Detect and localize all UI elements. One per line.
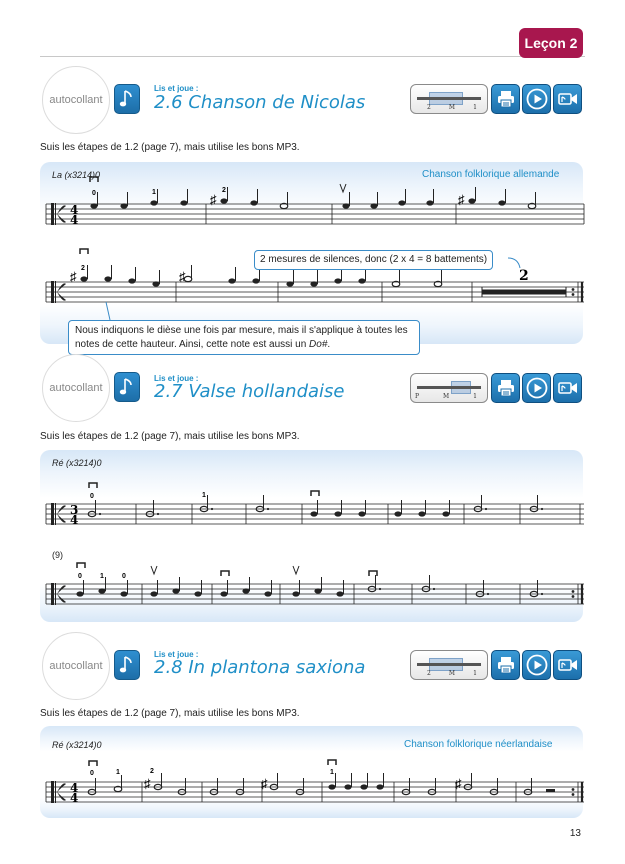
quarter-note: [370, 203, 377, 208]
callout-sharp-note: [68, 320, 420, 355]
fingering: 1: [116, 769, 120, 776]
video-icon: [557, 655, 579, 675]
fingering: 0: [90, 493, 94, 500]
tempo-slider-track: [417, 663, 481, 666]
sharp-sign: ♯: [144, 776, 151, 791]
down-bow-mark: [77, 563, 85, 568]
callout-pointer: [508, 258, 520, 268]
play-button[interactable]: [522, 84, 551, 114]
tempo-slider[interactable]: [410, 84, 488, 114]
play-icon: [526, 654, 548, 676]
video-icon: [557, 378, 579, 398]
print-icon: [496, 655, 516, 675]
print-icon: [496, 378, 516, 398]
time-sig-bottom: 4: [70, 791, 79, 805]
tuning-label: La (x3214)0: [52, 170, 101, 180]
note-icon: [114, 84, 140, 114]
callout-rests: 2 mesures de silences, donc (2 x 4 = 8 battements): [254, 250, 493, 270]
down-bow-mark: [89, 483, 97, 488]
down-bow-mark: [221, 571, 229, 576]
music-staff: [46, 182, 586, 232]
slider-label: 2: [427, 104, 431, 111]
music-staff: [46, 562, 586, 612]
instruction-text: Suis les étapes de 1.2 (page 7), mais utilise les bons MP3.: [40, 431, 300, 442]
quarter-note: [120, 203, 127, 208]
play-icon: [526, 88, 548, 110]
up-bow-mark: [293, 566, 299, 574]
sharp-sign: ♯: [455, 776, 462, 791]
down-bow-mark: [89, 761, 97, 766]
up-bow-mark: [151, 566, 157, 574]
fingering: 0: [78, 573, 82, 580]
video-button[interactable]: [553, 373, 582, 403]
play-button[interactable]: [522, 650, 551, 680]
piece-title: 2.6 Chanson de Nicolas: [154, 92, 366, 113]
fingering: 1: [100, 573, 104, 580]
quarter-note: [90, 203, 97, 208]
print-button[interactable]: [491, 373, 520, 403]
slider-label: M: [448, 670, 456, 677]
fingering: 1: [330, 769, 334, 776]
quarter-note: [180, 200, 187, 205]
fingering: 1: [202, 492, 206, 499]
print-button[interactable]: [491, 84, 520, 114]
origin-label: Chanson folklorique néerlandaise: [404, 739, 553, 750]
origin-label: Chanson folklorique allemande: [422, 169, 560, 180]
slider-label: 1: [473, 104, 477, 111]
sharp-sign: ♯: [179, 269, 186, 284]
sticker-placeholder: autocollant: [42, 632, 110, 700]
play-prompt: Lis et joue :: [154, 84, 199, 93]
print-button[interactable]: [491, 650, 520, 680]
slider-label: 2: [427, 670, 431, 677]
tempo-slider-track: [417, 386, 481, 389]
quarter-note: [250, 200, 257, 205]
fingering: 0: [122, 573, 126, 580]
note-icon: [114, 372, 140, 402]
fingering: 2: [222, 187, 226, 194]
up-bow-mark: [340, 184, 346, 192]
instruction-text: Suis les étapes de 1.2 (page 7), mais utilise les bons MP3.: [40, 708, 300, 719]
time-sig-top: 3: [70, 503, 79, 517]
time-sig-bottom: 4: [70, 513, 79, 527]
sharp-sign: ♯: [70, 269, 77, 284]
play-button[interactable]: [522, 373, 551, 403]
down-bow-mark: [328, 760, 336, 765]
fingering: 2: [150, 768, 154, 775]
slider-label: 1: [473, 670, 477, 677]
measure-number: (9): [52, 550, 63, 560]
time-sig-bottom: 4: [70, 213, 79, 227]
instruction-text: Suis les étapes de 1.2 (page 7), mais utilise les bons MP3.: [40, 142, 300, 153]
quarter-note: [220, 198, 227, 203]
tempo-slider[interactable]: [410, 650, 488, 680]
quarter-note: [342, 203, 349, 208]
slider-label: P: [415, 393, 420, 400]
time-sig-top: 4: [70, 781, 79, 795]
quarter-note: [426, 200, 433, 205]
header-rule: [40, 56, 585, 57]
slider-label: 1: [473, 393, 477, 400]
sharp-sign: ♯: [261, 776, 268, 791]
callout-note-name: Do#: [309, 338, 328, 350]
play-prompt: Lis et joue :: [154, 650, 199, 659]
time-sig-top: 4: [70, 203, 79, 217]
page-number: 13: [569, 828, 581, 839]
multi-rest-count: 2: [519, 268, 529, 284]
fingering: 2: [81, 265, 85, 272]
quarter-note: [398, 200, 405, 205]
sticker-placeholder: autocollant: [42, 354, 110, 422]
slider-label: M: [443, 393, 450, 400]
note-icon: [114, 650, 140, 680]
down-bow-mark: [311, 491, 319, 496]
sticker-placeholder: autocollant: [42, 66, 110, 134]
callout-text: .: [327, 338, 331, 350]
half-rest: [546, 789, 555, 792]
sharp-sign: ♯: [458, 192, 465, 207]
music-staff: [46, 760, 586, 810]
piece-title: 2.8 In plantona saxiona: [154, 657, 366, 678]
tempo-slider-track: [417, 97, 481, 100]
fingering: 1: [152, 189, 156, 196]
music-staff: [46, 482, 586, 532]
video-button[interactable]: [553, 84, 582, 114]
play-icon: [526, 377, 548, 399]
tuning-label: Ré (x3214)0: [52, 458, 102, 468]
fingering: 0: [90, 770, 94, 777]
tuning-label: Ré (x3214)0: [52, 740, 102, 750]
piece-title: 2.7 Valse hollandaise: [154, 381, 345, 402]
fingering: 0: [92, 190, 96, 197]
tempo-slider[interactable]: [410, 373, 488, 403]
quarter-note: [468, 198, 475, 203]
video-button[interactable]: [553, 650, 582, 680]
lesson-badge: Leçon 2: [519, 28, 583, 58]
callout-text: Nous indiquons le dièse une fois par mesure, mais il s'applique à toutes les notes de cette hauteur. Ainsi, cette note est aussi un: [75, 325, 408, 350]
quarter-note: [150, 200, 157, 205]
quarter-note: [498, 200, 505, 205]
slider-label: M: [448, 104, 456, 111]
sharp-sign: ♯: [210, 192, 217, 207]
print-icon: [496, 89, 516, 109]
video-icon: [557, 89, 579, 109]
play-prompt: Lis et joue :: [154, 374, 199, 383]
